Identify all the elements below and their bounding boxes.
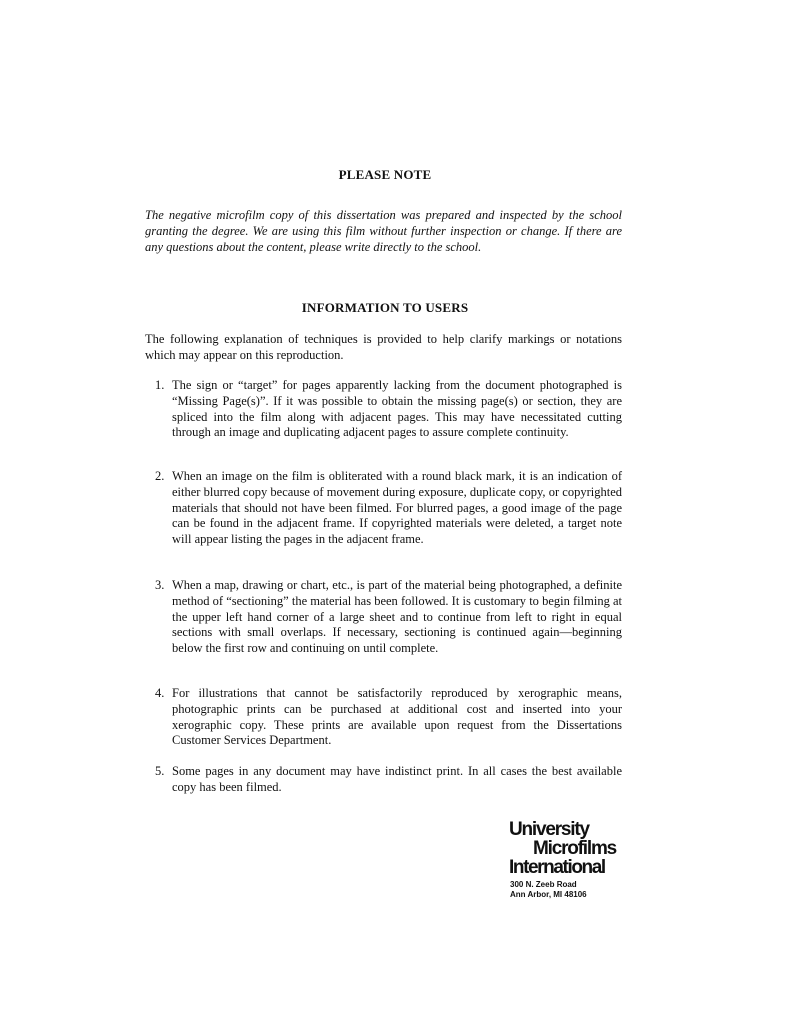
address-street: 300 N. Zeeb Road	[510, 880, 577, 889]
list-item-number: 1.	[155, 378, 165, 392]
list-item-text: When an image on the film is obliterated with a round black mark, it is an indication of either blurred copy because of movement during exposure, duplicate copy, or copyrighted materials that should not have been filmed. For blurred pages, a good image of the page can be found in the adjacent frame. If copyrighted materials were deleted, a target note will appear listing the pages in the adjacent frame.	[172, 469, 622, 547]
list-item-number: 5.	[155, 764, 165, 778]
list-item-text: When a map, drawing or chart, etc., is part of the material being photographed, a definite method of “sectioning” the material has been followed. It is customary to begin filming at the upper left hand corner of a large sheet and to continue from left to right in equal sections with small overlaps. If necessary, sectioning is continued again—beginning below the first row and continuing on until complete.	[172, 578, 622, 656]
list-item-number: 3.	[155, 578, 165, 592]
list-item-text: For illustrations that cannot be satisfactorily reproduced by xerographic means, photographic prints can be purchased at additional cost and inserted into your xerographic copy. These prints are available upon request from the Dissertations Customer Services Department.	[172, 686, 622, 748]
information-heading: INFORMATION TO USERS	[301, 300, 469, 315]
list-item-text: Some pages in any document may have indistinct print. In all cases the best available copy has been filmed.	[172, 764, 622, 794]
intro-paragraph: The following explanation of techniques is provided to help clarify markings or notations which may appear on this reproduction.	[145, 332, 622, 362]
university-microfilms-logo	[509, 820, 639, 877]
please-note-heading: PLEASE NOTE	[338, 167, 432, 182]
logo-line-international: International	[509, 857, 605, 878]
address-block	[510, 880, 630, 899]
list-item-number: 4.	[155, 686, 165, 700]
list-item-number: 2.	[155, 469, 165, 483]
list-item-text: The sign or “target” for pages apparently lacking from the document photographed is “Missing Page(s)”. If it was possible to obtain the missing page(s) or section, they are spliced into the film along with adjacent pages. This may have necessitated cutting through an image and duplicating adjacent pages to assure complete continuity.	[172, 378, 622, 440]
logo-line-microfilms: Microfilms	[533, 838, 617, 859]
logo-line-university: University	[509, 819, 589, 840]
note-paragraph: The negative microfilm copy of this dissertation was prepared and inspected by the school granting the degree. We are using this film without further inspection or change. If there are any questions about the content, please write directly to the school.	[145, 208, 622, 254]
address-city: Ann Arbor, MI 48106	[510, 889, 587, 899]
